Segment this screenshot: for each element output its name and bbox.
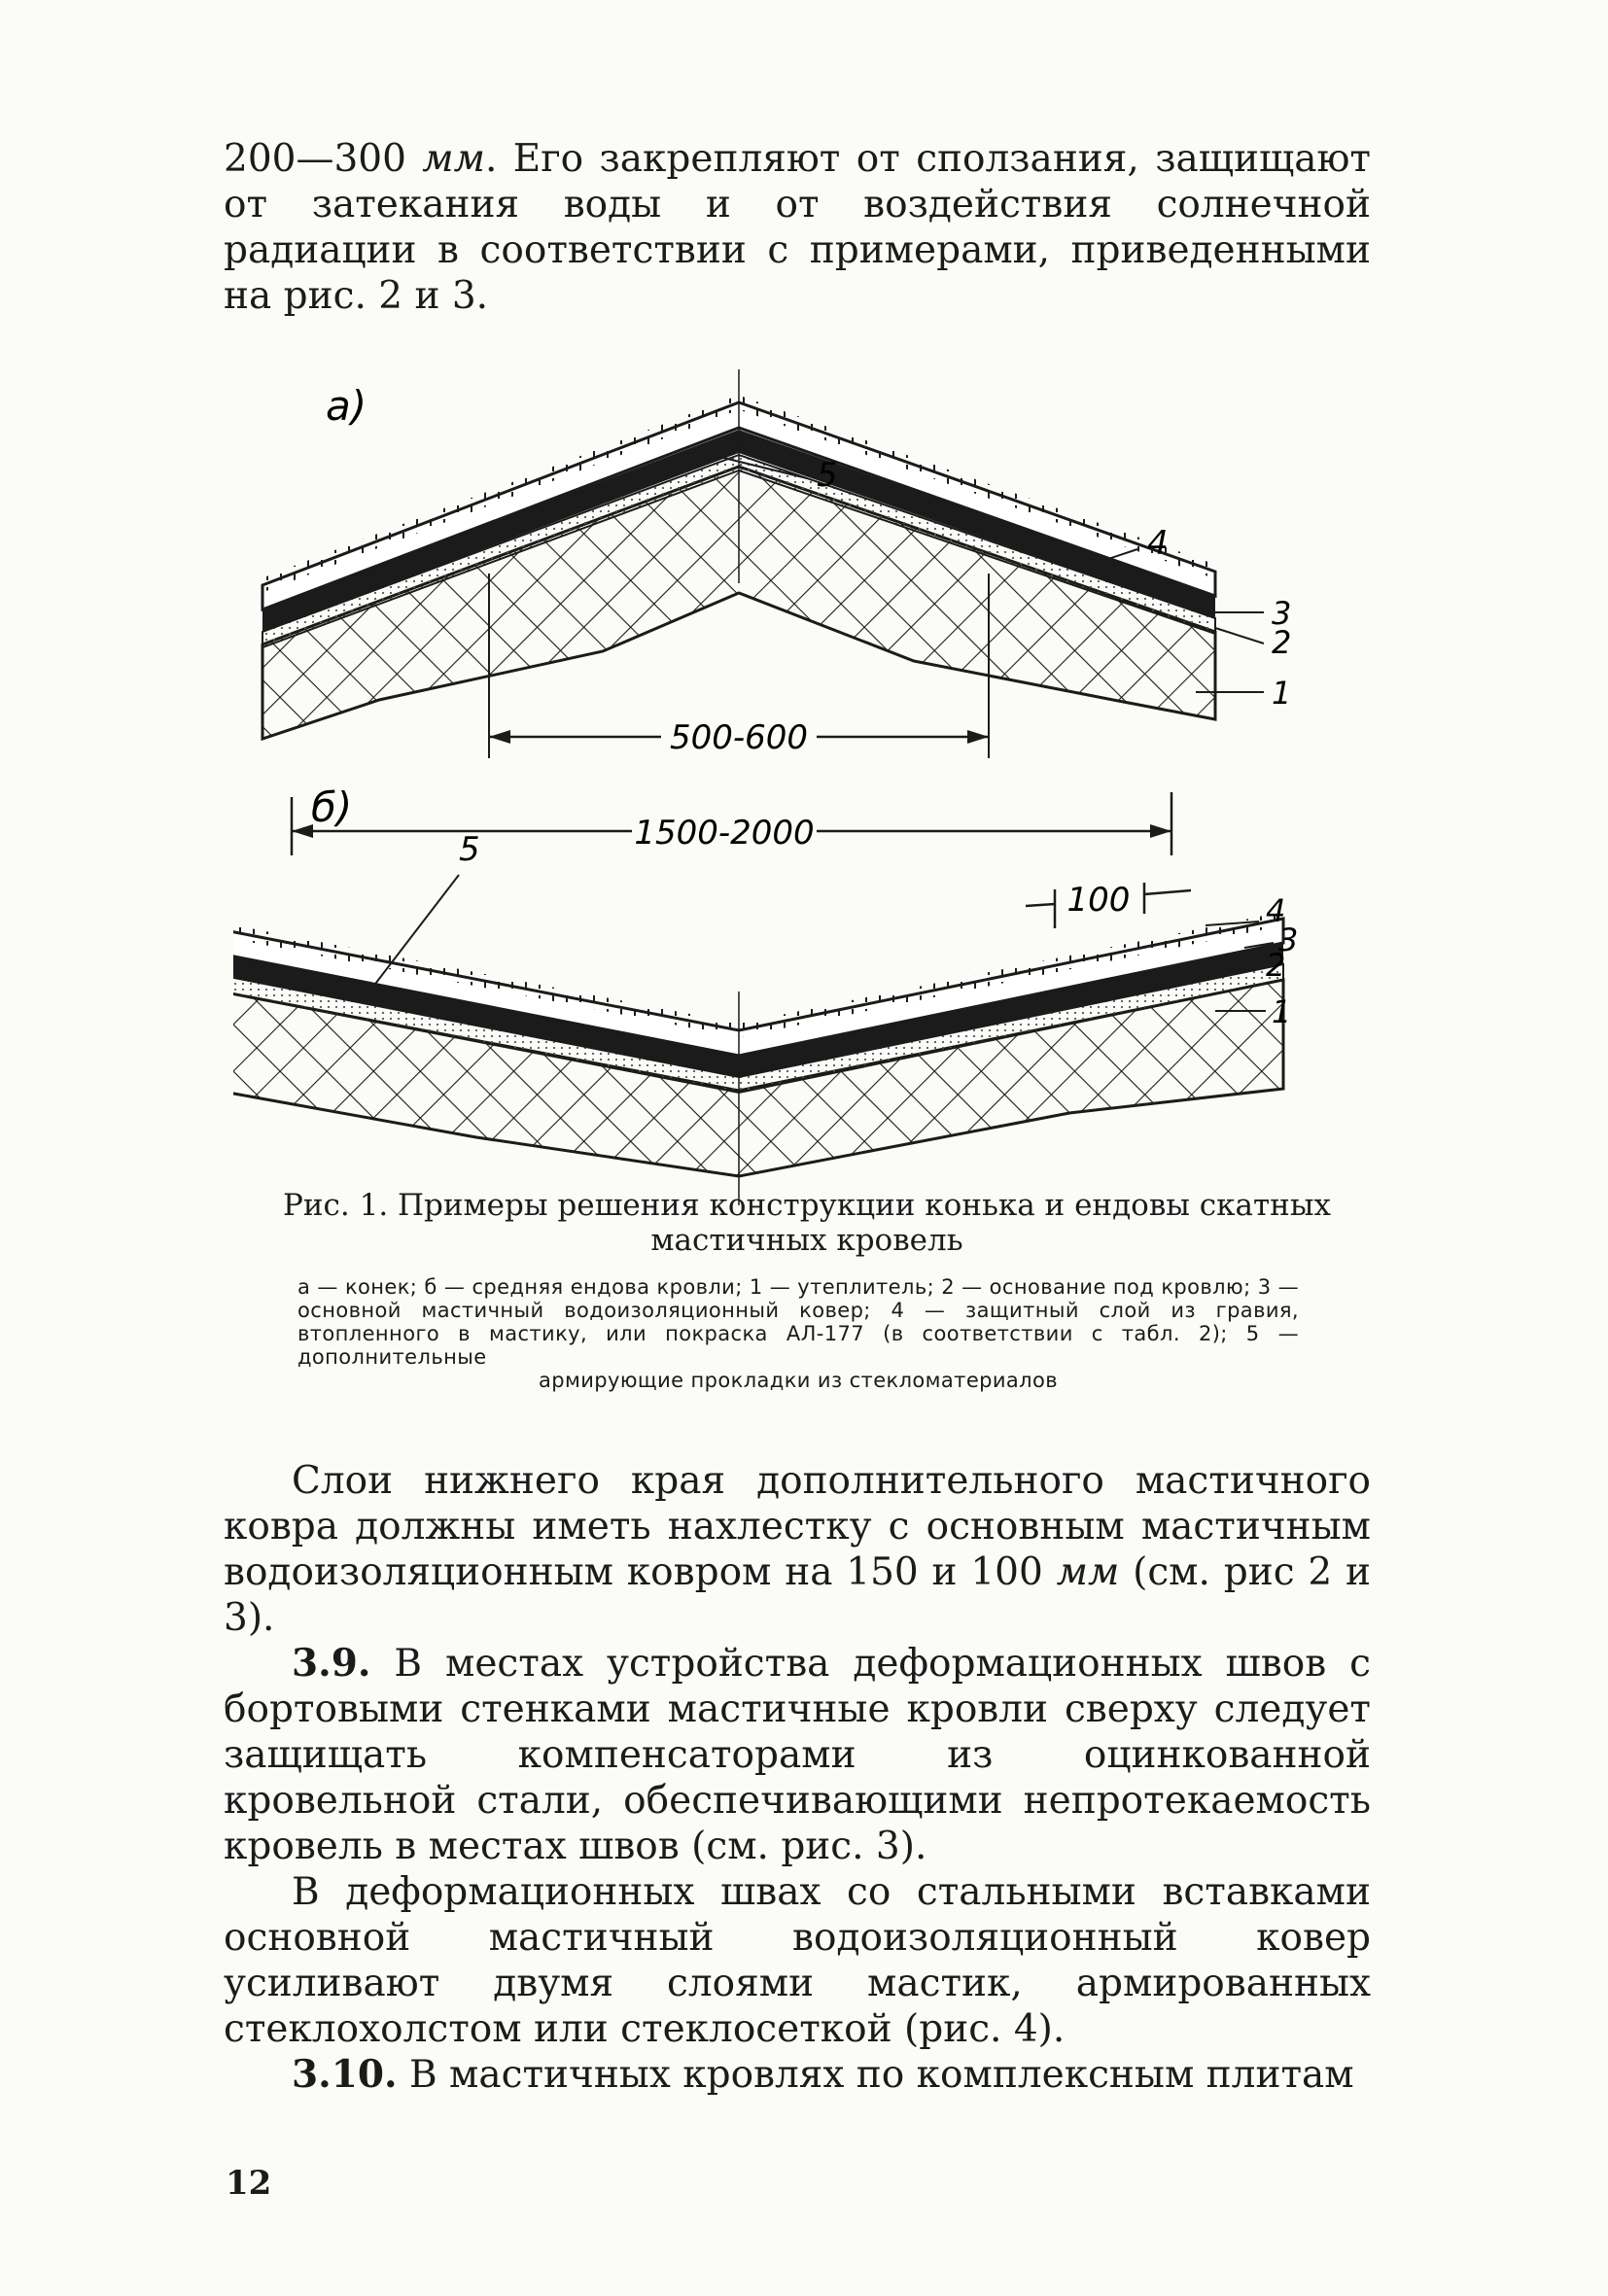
page-number: 12 — [226, 2164, 272, 2203]
panel-a-label: а) — [326, 382, 367, 430]
paragraph-overlap — [224, 1458, 1371, 1641]
panel-a-ridge — [262, 369, 1291, 758]
figure-caption-legend-last: армирующие прокладки из стекломатериалов — [538, 1369, 1059, 1392]
panel-b-overlap-dimension: 100 — [1066, 881, 1131, 920]
callout-b5: 5 — [459, 830, 480, 869]
intro-before-unit: 200—300 — [224, 137, 423, 181]
callout-a3: 3 — [1272, 595, 1292, 632]
figure-drawing — [233, 369, 1342, 1205]
section-number-3-10: 3.10. — [292, 2052, 398, 2097]
figure-1 — [233, 369, 1342, 1205]
paragraph-deformation-joints: В деформационных швах со стальными вставками основной мастичный водоизоляционный ковер усиливают двумя слоями мастик, армированных стеклохолстом или стеклосеткой (рис. 4). — [224, 1870, 1371, 2051]
callout-leader-a2 — [1215, 628, 1264, 644]
section-number-3-9: 3.9. — [292, 1641, 371, 1686]
paragraph-overlap-after-unit: (см. рис 2 и 3). — [224, 1550, 1371, 1640]
panel-b-valley — [233, 830, 1298, 1205]
figure-caption-title: Рис. 1. Примеры решения конструкции конька и ендовы скатных мастичных кровель — [283, 1188, 1331, 1258]
panel-b-span-dimension: 1500-2000 — [634, 814, 815, 852]
callout-b1: 1 — [1272, 993, 1292, 1030]
panel-b-overlap-arrow-right — [1144, 890, 1191, 894]
panel-b-span-dimension-group — [292, 792, 1171, 855]
callout-a1: 1 — [1272, 675, 1292, 712]
intro-unit: мм — [422, 137, 485, 181]
callout-b3: 3 — [1278, 922, 1299, 958]
figure-caption-legend-main: а — конек; б — средняя ендова кровли; 1 — утеплитель; 2 — основание под кровлю; 3 — основной мастичный водоизоляционный ковер; 4 — защитный слой из гравия, втопленного в мастику, или покраска АЛ-177 (в соответствии с табл. 2); 5 — дополнительные — [297, 1275, 1299, 1369]
callout-b4: 4 — [1266, 892, 1286, 929]
figure-caption-legend — [297, 1275, 1299, 1392]
paragraph-overlap-before-unit: Слои нижнего края дополнительного мастичного ковра должны иметь нахлестку с основным мастичным водоизоляционным ковром на 150 и 100 — [224, 1459, 1371, 1594]
panel-a-dimension: 500-600 — [669, 718, 809, 757]
paragraph-3-10 — [224, 2052, 1371, 2098]
intro-paragraph — [224, 136, 1371, 319]
intro-after-unit: . Его закрепляют от сползания, защищают от затекания воды и от воздействия солнечной радиации в соответствии с примерами, приведенными на рис. 2 и 3. — [224, 137, 1372, 318]
panel-b-overlap-arrow-left — [1026, 904, 1055, 906]
callout-a4: 4 — [1147, 524, 1169, 563]
paragraph-3-10-text: В мастичных кровлях по комплексным плитам — [397, 2053, 1354, 2097]
paragraph-3-9 — [224, 1641, 1371, 1869]
callout-b2: 2 — [1266, 947, 1286, 984]
paragraph-3-9-text: В местах устройства деформационных швов с бортовыми стенками мастичные кровли сверху следует защищать компенсаторами из оцинкованной кровельной стали, обеспечивающими непротекаемость кровель в местах швов (см. рис. 3). — [224, 1642, 1371, 1868]
callout-a2: 2 — [1272, 624, 1292, 661]
body-text — [224, 1458, 1371, 2098]
callout-a5: 5 — [817, 456, 838, 495]
panel-b-label: б) — [311, 783, 353, 831]
paragraph-overlap-unit: мм — [1056, 1550, 1120, 1594]
